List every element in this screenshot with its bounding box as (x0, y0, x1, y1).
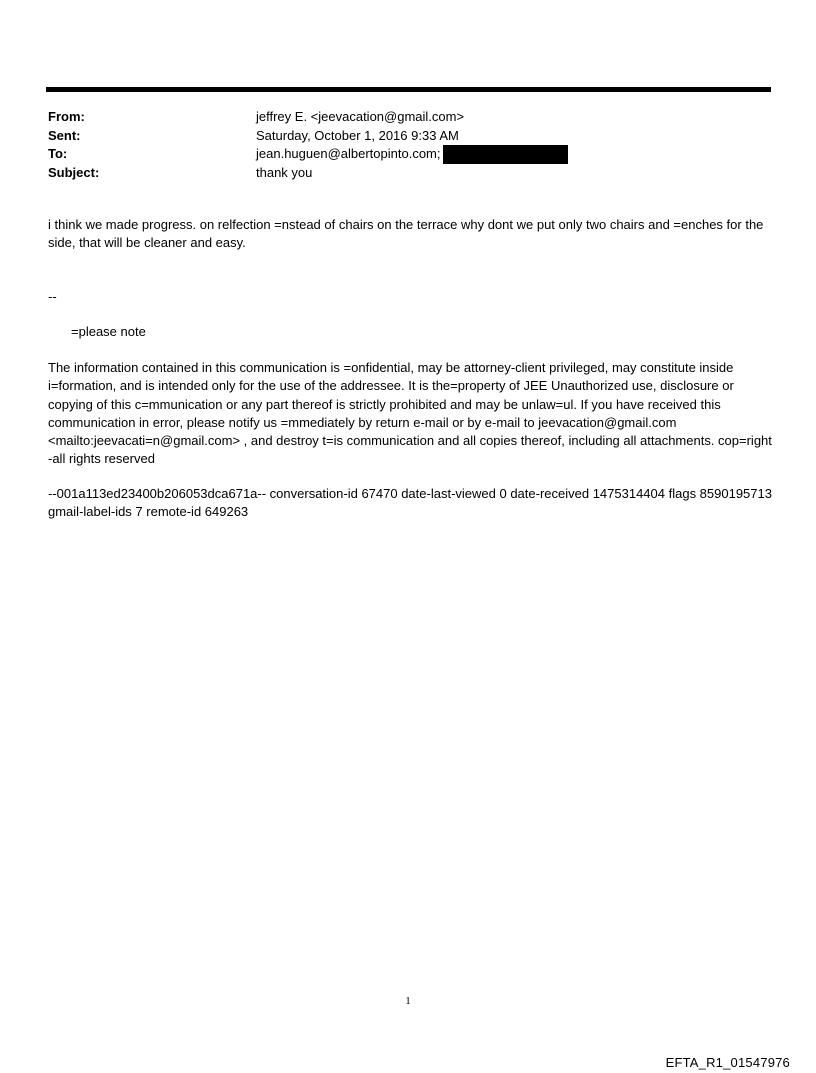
to-value-wrapper (256, 145, 568, 164)
message-paragraph: i think we made progress. on relfection =nstead of chairs on the terrace why dont we put only two chairs and =enches for the side, that will be cleaner and easy. (48, 217, 764, 251)
please-note-line: =please note (71, 324, 146, 339)
sent-label: Sent: (48, 127, 81, 143)
bates-number: EFTA_R1_01547976 (665, 1055, 790, 1070)
to-value: jean.huguen@albertopinto.com; (256, 146, 441, 161)
sent-row (48, 127, 768, 146)
from-label: From: (48, 109, 85, 124)
subject-label: Subject: (48, 164, 100, 180)
header-divider (46, 87, 771, 92)
sent-value: Saturday, October 1, 2016 9:33 AM (256, 127, 459, 143)
to-row (48, 145, 768, 164)
subject-value: thank you (256, 164, 313, 180)
message-metadata: --001a113ed23400b206053dca671a-- conversation-id 67470 date-last-viewed 0 date-received 1475314404 flags 8590195713 gmail-label-ids 7 remote-id 649263 (48, 486, 772, 520)
email-header (48, 108, 768, 182)
to-label: To: (48, 146, 68, 161)
signature-separator: -- (48, 289, 57, 304)
from-value: jeffrey E. <jeevacation@gmail.com> (256, 109, 465, 124)
redaction-box (443, 145, 568, 164)
from-row (48, 108, 768, 127)
subject-row (48, 164, 768, 183)
page-number: 1 (405, 995, 411, 1007)
confidentiality-notice: The information contained in this communication is =onfidential, may be attorney-client privileged, may constitute inside i=formation, and is intended only for the use of the addressee. It is the=property of JEE Unauthorized use, disclosure or copying of this c=mmunication or any part thereof is strictly prohibited and may be unlaw=ul. If you have received this communication in error, please notify us =mmediately by return e-mail or by e-mail to jeevacation@gmail.com <mailto:jeevacati=n@gmail.com> , and destroy t=is communication and all copies thereof, including all attachments. cop=right -all rights reserved (48, 360, 772, 467)
